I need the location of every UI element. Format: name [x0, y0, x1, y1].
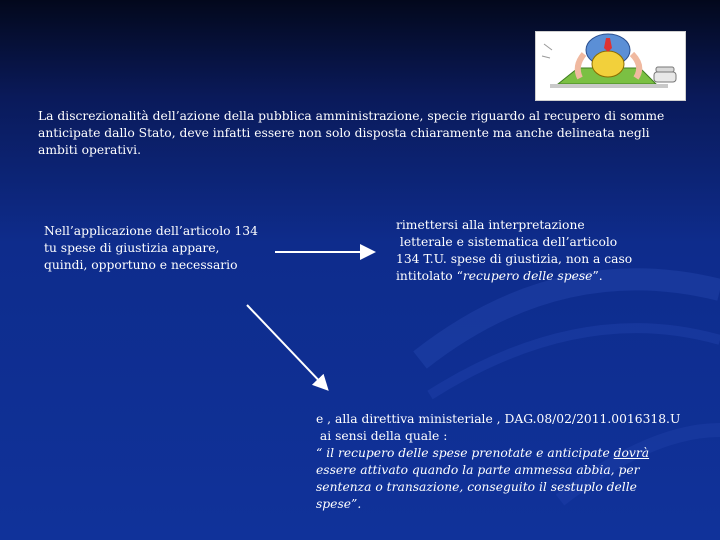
bottom-statement-line-1: e , alla direttiva ministeriale , DAG.08/02/2011.0016318.U: [316, 412, 681, 426]
left-statement: Nell’applicazione dell’articolo 134 tu spese di giustizia appare, quindi, opportuno e necessario: [44, 224, 258, 272]
right-statement-prefix: intitolato “: [396, 269, 463, 283]
bottom-statement-line-2: ai sensi della quale :: [316, 429, 448, 443]
right-statement-line-3: 134 T.U. spese di giustizia, non a caso: [396, 252, 633, 266]
right-statement-line-2: letterale e sistematica dell’articolo: [396, 235, 618, 249]
right-statement-line-1: rimettersi alla interpretazione: [396, 218, 585, 232]
arrow-down-right-icon: [247, 305, 326, 388]
quote-part-1: “ il recupero delle spese prenotate e anticipate: [316, 446, 614, 460]
right-statement-italic-title: recupero delle spese: [462, 269, 593, 283]
right-statement-suffix: ”.: [592, 269, 603, 283]
quote-part-2: essere attivato quando la parte ammessa abbia, per sentenza o transazione, conseguito il sestuplo delle spese”.: [316, 463, 640, 511]
quote-underlined-word: dovrà: [613, 446, 650, 460]
intro-paragraph: La discrezionalità dell’azione della pubblica amministrazione, specie riguardo al recupero di somme anticipate dallo Stato, deve infatti essere non solo disposta chiaramente ma anche delineata negli ambiti operativi.: [38, 109, 665, 157]
